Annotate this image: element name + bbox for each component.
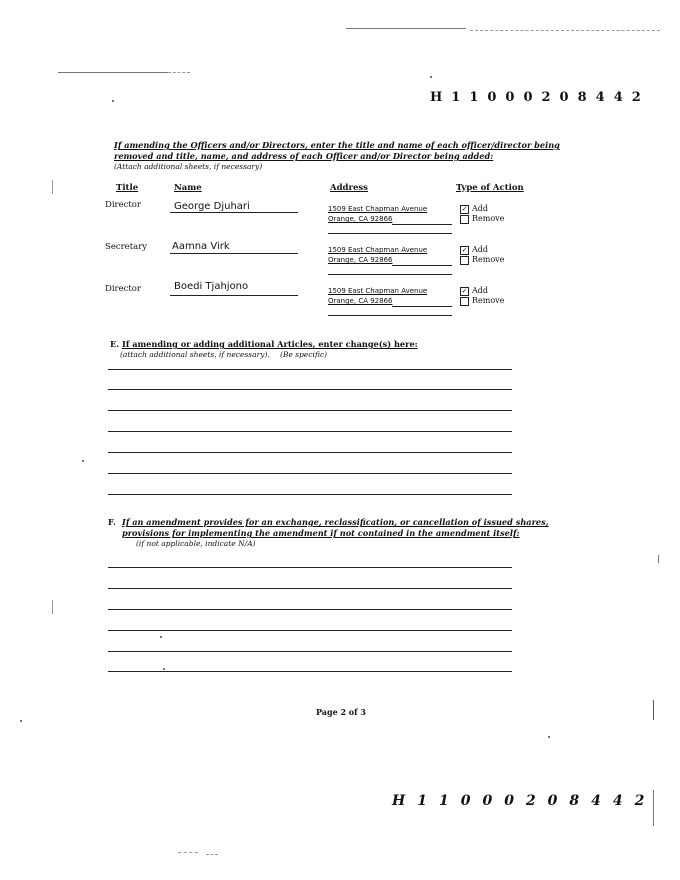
- address-rule: [328, 274, 452, 275]
- officer-title: Director: [105, 284, 141, 294]
- section-e-line: [108, 410, 512, 411]
- column-header-title: Title: [116, 183, 139, 193]
- section-f-line: [108, 630, 512, 631]
- add-checkbox[interactable]: ✓: [461, 246, 468, 254]
- scan-artifact-line: [470, 30, 660, 31]
- officer-address-line1: 1509 East Chapman Avenue: [328, 287, 428, 295]
- section-e-line: [108, 473, 512, 474]
- officer-title: Secretary: [105, 242, 148, 252]
- add-checkbox[interactable]: ✓: [461, 205, 468, 213]
- section-e-line: [108, 369, 512, 370]
- scan-artifact-line: [58, 72, 168, 73]
- officer-address-line1: 1509 East Chapman Avenue: [328, 205, 428, 213]
- margin-mark: [52, 600, 53, 614]
- scan-speck: [160, 636, 162, 638]
- address-rule: [392, 306, 452, 307]
- section-e-line: [108, 452, 512, 453]
- scan-artifact-line: [346, 28, 466, 29]
- section-e-line: [108, 494, 512, 495]
- document-number-top: H11000208442: [430, 90, 650, 105]
- section-e-line: [108, 389, 512, 390]
- officer-address-line2: Orange, CA 92866: [328, 297, 393, 305]
- remove-label: Remove: [472, 296, 505, 305]
- margin-mark: [658, 555, 659, 563]
- column-header-type-of-action: Type of Action: [456, 183, 524, 193]
- section-f-note: (if not applicable, indicate N/A): [136, 539, 256, 548]
- section-e-line: [108, 431, 512, 432]
- scan-speck: [163, 668, 165, 670]
- add-label: Add: [472, 286, 489, 295]
- add-label: Add: [472, 245, 489, 254]
- remove-checkbox[interactable]: [460, 297, 469, 306]
- margin-mark: [52, 180, 53, 194]
- remove-checkbox[interactable]: [460, 215, 469, 224]
- officer-name: Aamna Virk: [172, 241, 230, 252]
- margin-mark: [653, 700, 654, 720]
- section-e-label: E.: [110, 339, 120, 349]
- scan-speck: [548, 736, 550, 738]
- section-f-line: [108, 671, 512, 672]
- scan-speck: [430, 76, 432, 78]
- section-e-note2: (Be specific): [280, 350, 328, 359]
- remove-checkbox[interactable]: [460, 256, 469, 265]
- officer-title: Director: [105, 200, 141, 210]
- address-rule: [328, 315, 452, 316]
- address-rule: [328, 233, 452, 234]
- officers-instruction-line1: If amending the Officers and/or Directors, enter the title and name of each officer/director being: [114, 140, 560, 150]
- section-f-line: [108, 609, 512, 610]
- add-label: Add: [472, 204, 489, 213]
- section-e-note: (attach additional sheets, if necessary).: [120, 350, 270, 359]
- scan-speck: [82, 460, 84, 462]
- scan-speck: [20, 720, 22, 722]
- officer-name: George Djuhari: [174, 201, 250, 212]
- column-header-name: Name: [174, 183, 202, 193]
- officer-address-line2: Orange, CA 92866: [328, 215, 393, 223]
- officers-instruction-line2: removed and title, name, and address of each Officer and/or Director being added:: [114, 151, 494, 161]
- name-rule: [170, 295, 298, 296]
- officer-name: Boedi Tjahjono: [174, 281, 249, 292]
- column-header-address: Address: [330, 183, 368, 193]
- officer-address-line2: Orange, CA 92866: [328, 256, 393, 264]
- remove-label: Remove: [472, 255, 505, 264]
- scan-artifact-line: [206, 854, 218, 855]
- officers-instruction-note: (Attach additional sheets, if necessary): [114, 162, 263, 171]
- page-number: Page 2 of 3: [316, 707, 366, 717]
- document-number-bottom: H11000208442: [392, 793, 657, 809]
- section-f-line: [108, 651, 512, 652]
- scan-artifact-line: [168, 72, 190, 73]
- name-rule: [170, 253, 298, 254]
- section-f-heading-line1: If an amendment provides for an exchange, reclassification, or cancellation of issued shares,: [122, 517, 549, 527]
- add-checkbox[interactable]: ✓: [461, 287, 468, 295]
- section-f-heading-line2: provisions for implementing the amendment if not contained in the amendment itself:: [122, 528, 520, 538]
- section-f-line: [108, 567, 512, 568]
- section-f-line: [108, 588, 512, 589]
- remove-label: Remove: [472, 214, 505, 223]
- officer-address-line1: 1509 East Chapman Avenue: [328, 246, 428, 254]
- name-rule: [170, 212, 298, 213]
- section-f-label: F.: [108, 517, 116, 527]
- address-rule: [392, 224, 452, 225]
- section-e-heading: If amending or adding additional Articles, enter change(s) here:: [122, 339, 418, 349]
- scan-speck: [112, 100, 114, 102]
- scan-artifact-line: [178, 852, 198, 853]
- address-rule: [392, 265, 452, 266]
